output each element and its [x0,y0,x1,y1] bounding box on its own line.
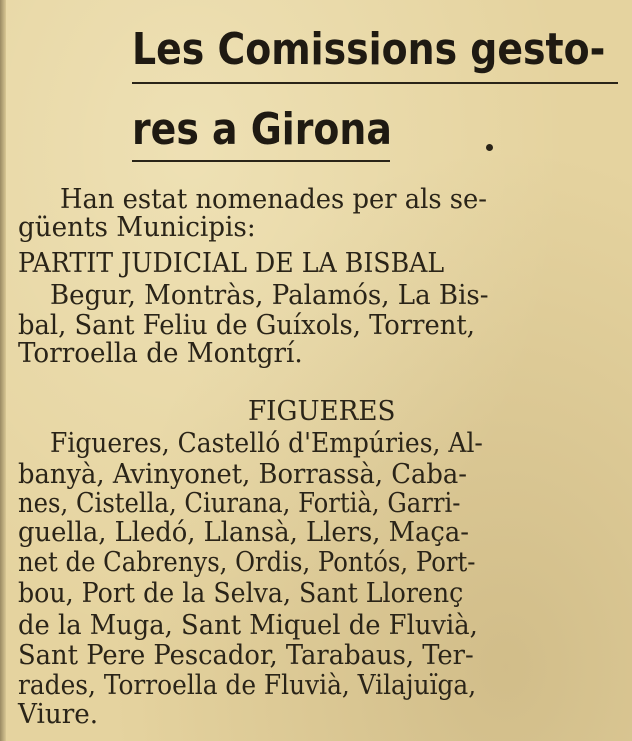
figueres-line-9: rades, Torroella de Fluvià, Vilajuïga, [18,670,477,701]
figueres-line-6: bou, Port de la Selva, Sant Llorenç [18,578,464,609]
section-heading-figueres: FIGUERES [248,396,396,427]
headline-underline-1 [132,82,618,84]
la-bisbal-line-1: Begur, Montràs, Palamós, La Bis- [50,280,489,311]
figueres-line-2: banyà, Avinyonet, Borrassà, Caba- [18,459,467,490]
la-bisbal-line-2: bal, Sant Feliu de Guíxols, Torrent, [18,310,475,341]
section-heading-la-bisbal: PARTIT JUDICIAL DE LA BISBAL [18,248,445,279]
figueres-line-3: nes, Cistella, Ciurana, Fortià, Garri- [18,488,461,519]
intro-line-1: Han estat nomenades per als se- [60,184,488,215]
figueres-line-1: Figueres, Castelló d'Empúries, Al- [50,428,483,459]
headline-underline-2 [132,160,390,162]
figueres-line-5: net de Cabrenys, Ordis, Pontós, Port- [18,547,476,578]
figueres-line-4: guella, Lledó, Llansà, Llers, Maça- [18,517,469,548]
figueres-line-8: Sant Pere Pescador, Tarabaus, Ter- [18,640,474,671]
intro-line-2: güents Municipis: [18,212,256,243]
la-bisbal-line-3: Torroella de Montgrí. [18,338,303,369]
figueres-line-10: Viure. [18,699,99,730]
headline-line-2: res a Girona [132,104,392,155]
headline-line-1: Les Comissions gesto- [132,24,606,75]
figueres-line-7: de la Muga, Sant Miquel de Fluvià, [18,610,478,641]
column-edge [0,0,6,741]
ink-dot [486,144,493,151]
